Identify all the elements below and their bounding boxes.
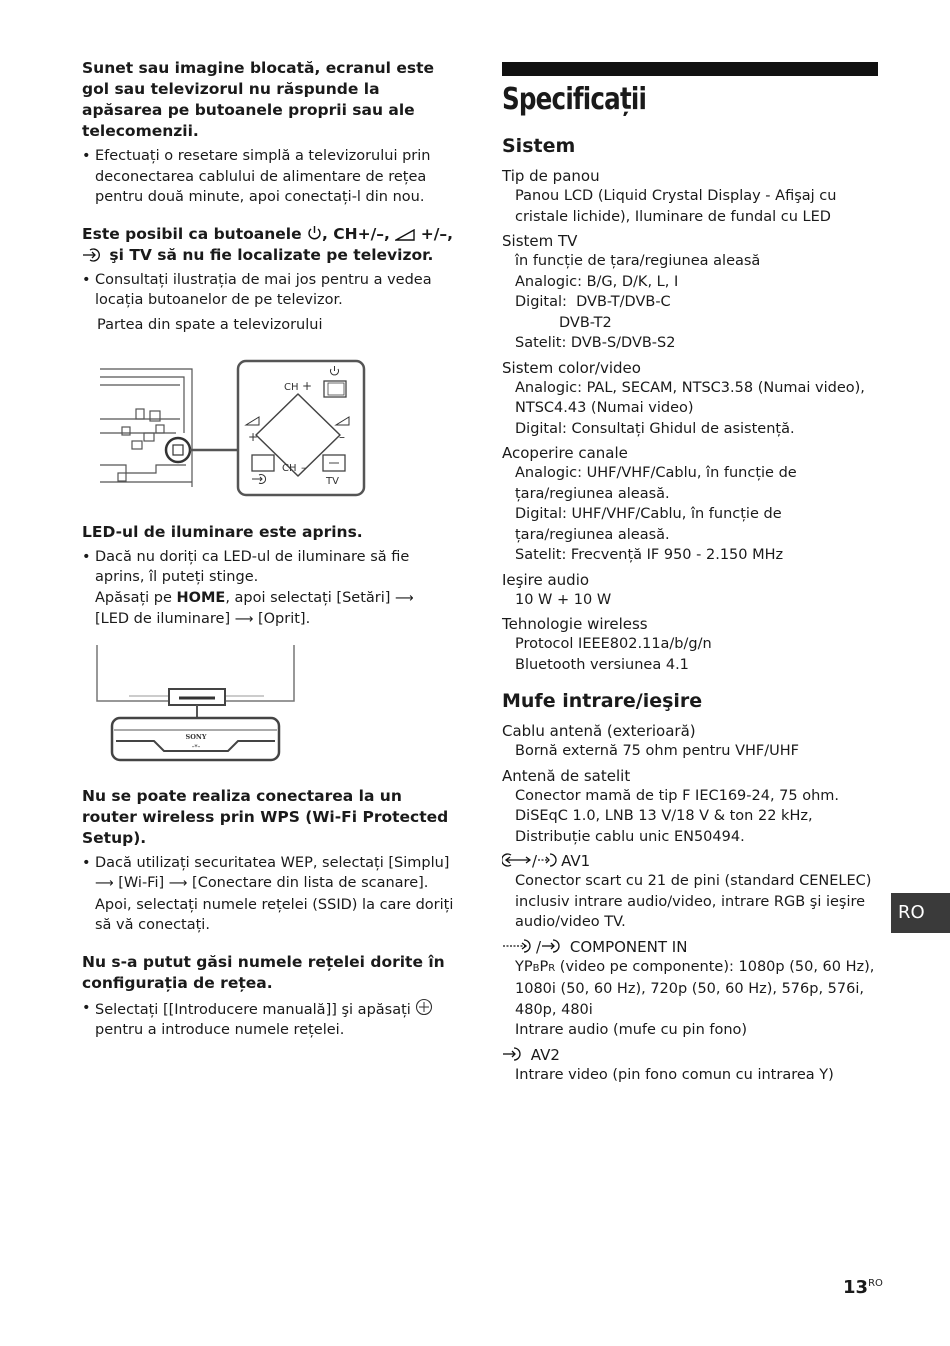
spec-label: Antenă de satelit — [502, 766, 631, 785]
spec-value: Bornă externă 75 ohm pentru VHF/UHF — [515, 743, 799, 759]
troubleshoot-wps — [82, 786, 460, 936]
question-led: LED-ul de iluminare este aprins. — [82, 522, 363, 541]
section-heading: Sistem — [502, 135, 576, 157]
section-sistem — [502, 134, 880, 675]
answer-network-name: • Selectați [[Introducere manuală]] şi apăsați pentru a introduce numele rețelei. — [82, 998, 460, 1041]
spec-label-av2: AV2 — [502, 1045, 880, 1065]
spec-label: Cablu antenă (exterioară) — [502, 722, 696, 740]
troubleshoot-network-name — [82, 952, 460, 1041]
troubleshoot-led — [82, 522, 460, 770]
spec-value: DVB-T2 — [559, 314, 612, 331]
component-input-icon — [502, 938, 536, 954]
spec-label: Sistem color/video — [502, 358, 641, 377]
sony-logo: SONY — [185, 732, 207, 741]
led-diagram — [94, 641, 304, 766]
spec-value: Satelit: DVB-S/DVB-S2 — [515, 335, 676, 351]
question-buttons: Este posibil ca butoanele , CH+/–, +/–, şi TV să nu fie localizate pe televizor. — [82, 224, 454, 264]
spec-value: Protocol IEEE802.11a/b/g/n — [515, 636, 712, 652]
spec-label-av1: / AV1 — [502, 851, 880, 871]
spec-value: Digital: DVB-T/DVB-C — [515, 294, 671, 310]
section-mufe — [502, 689, 880, 1085]
spec-value: Intrare audio (mufe cu pin fono) — [515, 1022, 748, 1038]
spec-value: Intrare video (pin fono comun cu intrarea Y) — [515, 1066, 834, 1083]
input-icon — [541, 938, 565, 954]
power-icon — [307, 225, 322, 241]
question-wps: Nu se poate realiza conectarea la un router wireless prin WPS (Wi-Fi Protected Setup). — [82, 786, 449, 847]
input-button[interactable] — [252, 455, 274, 471]
troubleshoot-frozen — [82, 58, 460, 208]
answer-buttons: • Consultați ilustrația de mai jos pentru a vedea locația butoanelor de pe televizor. — [82, 270, 460, 311]
title-bar — [502, 62, 878, 76]
vol-minus-label: – — [339, 429, 345, 444]
led-indicator-icon: -*- — [191, 742, 201, 751]
arrow-icon: ⟶ — [95, 876, 114, 891]
tv-button[interactable] — [323, 455, 345, 471]
enter-button-icon — [415, 998, 433, 1016]
answer-frozen: • Efectuați o resetare simplă a televizorului prin deconectarea cablului de alimentare de rețea pentru două minute, apoi conectați-l din nou. — [82, 146, 460, 208]
vol-plus-label: + — [248, 429, 259, 444]
section-heading: Mufe intrare/ieşire — [502, 690, 703, 712]
spec-value: în funcție de țara/regiunea aleasă — [515, 253, 761, 269]
spec-value: DiSEqC 1.0, LNB 13 V/18 V & ton 22 kHz, Distribuție cablu unic EN50494. — [515, 808, 813, 845]
troubleshoot-buttons — [82, 224, 460, 506]
tv-label: TV — [326, 475, 339, 487]
spec-value: Digital: Consultați Ghidul de asistență. — [515, 420, 795, 437]
volume-icon — [395, 229, 415, 241]
question-network-name: Nu s-a putut găsi numele rețelei dorite în configurația de rețea. — [82, 952, 445, 992]
page-title: Specificații — [502, 82, 647, 117]
answer-wps: • Dacă utilizați securitatea WEP, selectați [Simplu] ⟶ [Wi-Fi] ⟶ [Conectare din lista de scanare]. Apoi, selectați numele rețelei (SSID) la care doriți să vă conectați. — [82, 853, 460, 936]
scart-inout-icon — [502, 852, 532, 868]
input-icon — [82, 248, 104, 262]
spec-value: YPBPR (video pe componente): 1080p (50, 60 Hz), 1080i (50, 60 Hz), 720p (50, 60 Hz), 576p, 576i, 480p, 480i — [515, 958, 875, 1018]
spec-value: 10 W + 10 W — [515, 591, 612, 608]
answer-led: • Dacă nu doriți ca LED-ul de iluminare să fie aprins, îl puteți stinge. Apăsați pe HOME, apoi selectați [Setări] ⟶ [LED de iluminare] ⟶ [Oprit]. — [82, 547, 460, 631]
spec-label: Tip de panou — [502, 167, 600, 185]
page-number: $13^{RO}$ — [843, 1277, 883, 1298]
ch-minus-label: CH — [282, 462, 297, 474]
ch-minus-sign: – — [301, 460, 307, 474]
ch-plus-label: CH — [284, 381, 299, 393]
language-tab: RO — [891, 893, 950, 933]
question-frozen: Sunet sau imagine blocată, ecranul este gol sau televizorul nu răspunde la apăsarea pe butoanele proprii sau ale telecomenzii. — [82, 59, 435, 140]
home-key: HOME — [176, 589, 226, 606]
spec-value: Analogic: UHF/VHF/Cablu, în funcție de țara/regiunea aleasă. — [515, 465, 797, 502]
right-column — [502, 62, 880, 1099]
spec-value: Digital: UHF/VHF/Cablu, în funcție de țara/regiunea aleasă. — [515, 506, 782, 543]
arrow-icon: ⟶ — [395, 590, 414, 606]
input-icon — [502, 1046, 526, 1062]
spec-label: Ieşire audio — [502, 570, 590, 589]
spec-value: Analogic: B/G, D/K, L, I — [515, 273, 679, 290]
video-output-icon — [537, 852, 561, 868]
power-button[interactable] — [324, 381, 346, 397]
spec-value: Conector scart cu 21 de pini (standard CENELEC) inclusiv intrare audio/video, intrare RGB şi ieşire audio/video TV. — [515, 873, 872, 930]
spec-value: Bluetooth versiunea 4.1 — [515, 656, 689, 673]
tv-back-diagram — [96, 337, 386, 502]
spec-value: Panou LCD (Liquid Crystal Display - Afişaj cu cristale lichide), Iluminare de fundal cu LED — [515, 188, 837, 225]
spec-value: Analogic: PAL, SECAM, NTSC3.58 (Numai video), NTSC4.43 (Numai video) — [515, 379, 865, 416]
spec-label: Sistem TV — [502, 232, 578, 250]
arrow-icon: ⟶ — [168, 876, 188, 891]
spec-label-component: / COMPONENT IN — [502, 937, 880, 957]
arrow-icon: ⟶ — [234, 612, 254, 627]
diagram-caption: Partea din spate a televizorului — [97, 316, 323, 333]
left-column — [82, 58, 460, 1057]
spec-label: Acoperire canale — [502, 444, 628, 462]
spec-value: Satelit: Frecvență IF 950 - 2.150 MHz — [515, 547, 784, 563]
spec-value: Conector mamă de tip F IEC169-24, 75 ohm. — [515, 787, 840, 804]
ch-plus-sign: + — [302, 378, 313, 393]
spec-label: Tehnologie wireless — [502, 615, 648, 633]
